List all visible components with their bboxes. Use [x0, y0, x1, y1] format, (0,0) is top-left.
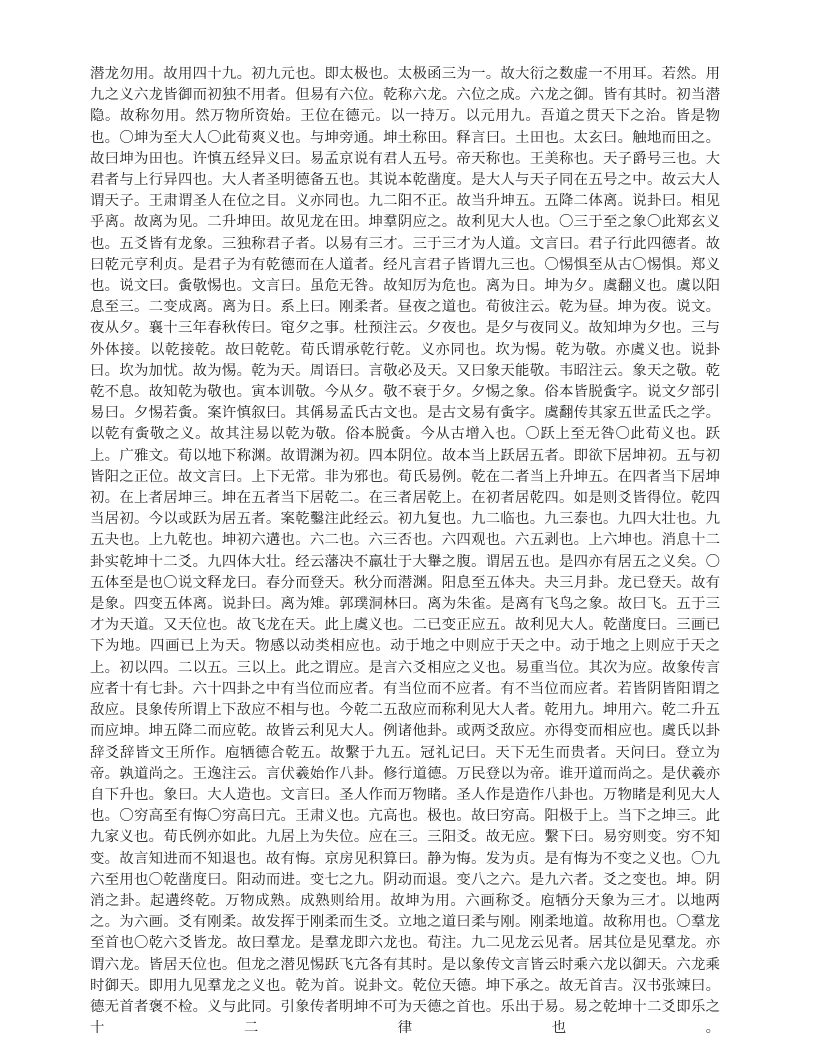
- body-text: 潜龙勿用。故用四十九。初九元也。即太极也。太极函三为一。故大衍之数虚一不用耳。若然。用九之义六龙皆御而初独不用者。但易有六位。乾称六龙。六位之成。六龙之御。皆有其时。初当潜隐。故称勿用。然万物所资始。王位在德元。以一持万。以元用九。吾道之贯天下之治。皆是物也。〇坤为至大人〇此荀爽义也。与坤旁通。坤土称田。释言曰。土田也。太玄曰。触地而田之。故曰坤为田也。许慎五经异义曰。易孟京说有君人五号。帝天称也。王美称也。天子爵号三也。大君者与上行异四也。大人者圣明德备五也。其说本乾凿度。是大人与天子同在五号之中。故云大人谓天子。王肃谓圣人在位之目。义亦同也。九二阳不正。故当升坤五。五降二体离。说卦曰。相见乎离。故离为见。二升坤田。故见龙在田。坤羣阴应之。故利见大人也。〇三于至之象〇此郑玄义也。五爻皆有龙象。三独称君子者。以易有三才。三于三才为人道。文言曰。君子行此四德者。故曰乾元亨利贞。是君子为有乾德而在人道者。经凡言君子皆谓九三也。〇惕惧至从古〇惕惧。郑义也。说文曰。夤敬惕也。文言曰。虽危无咎。故知厉为危也。离为日。坤为夕。虞翻义也。虞以阳息至三。二变成离。离为日。系上曰。刚柔者。昼夜之道也。荀彼注云。乾为昼。坤为夜。说文。夜从夕。襄十三年春秋传曰。窀夕之事。杜预注云。夕夜也。是夕与夜同义。故知坤为夕也。三与外体接。以乾接乾。故曰乾乾。荀氏谓承乾行乾。义亦同也。坎为惕。乾为敬。亦虞义也。说卦曰。坎为加忧。故为惕。乾为天。周语曰。言敬必及天。又曰象天能敬。韦昭注云。象天之敬。乾乾不息。故知乾为敬也。寅本训敬。今从夕。敬不衰于夕。夕惕之象。俗本皆脱夤字。说文夕部引易曰。夕惕若夤。案许慎叙曰。其偁易孟氏古文也。是古文易有夤字。虞翻传其家五世孟氏之学。以乾有夤敬之义。故其注易以乾为敬。俗本脱夤。今从古增入也。〇跃上至无咎〇此荀义也。跃上。广雅文。荀以地下称渊。故谓渊为初。四本阴位。故本当上跃居五者。即欲下居坤初。五与初皆阳之正位。故文言曰。上下无常。非为邪也。荀氏易例。乾在二者当上升坤五。在四者当下居坤初。在上者居坤三。坤在五者当下居乾二。在三者居乾上。在初者居乾四。如是则爻皆得位。乾四当居初。今以或跃为居五者。案乾鑿注此经云。初九复也。九二临也。九三泰也。九四大壮也。九五夬也。上九乾也。坤初六遘也。六二也。六三否也。六四观也。六五剥也。上六坤也。消息十二卦实乾坤十二爻。九四体大壮。经云藩决不羸壮于大轝之腹。谓居五也。是四亦有居五之义矣。〇五体至是也〇说文释龙曰。春分而登天。秋分而潜渊。阳息至五体夬。夬三月卦。龙已登天。故有是象。四变五体离。说卦曰。离为雉。郭璞洞林曰。离为朱雀。是离有飞鸟之象。故曰飞。五于三才为天道。又天位也。故飞龙在天。此上虞义也。二已变正应五。故利见大人。乾凿度曰。三画已下为地。四画已上为天。物感以动类相应也。动于地之中则应于天之中。动于地之上则应于天之上。初以四。二以五。三以上。此之谓应。是言六爻相应之义也。易重当位。其次为应。故象传言应者十有七卦。六十四卦之中有当位而应者。有当位而不应者。有不当位而应者。若皆阴皆阳谓之敌应。艮象传所谓上下敌应不相与也。今乾二五敌应而称利见大人者。乾用九。坤用六。乾二升五而应坤。坤五降二而应乾。故皆云利见大人。例诸他卦。或两爻敌应。亦得变而相应也。虞氏以卦辞爻辞皆文王所作。庖牺德合乾五。故繫于九五。冠礼记曰。天下无生而贵者。天问曰。登立为帝。孰道尚之。王逸注云。言伏羲始作八卦。修行道德。万民登以为帝。谁开道而尚之。是伏羲亦自下升也。象曰。大人造也。文言曰。圣人作而万物睹。圣人作是造作八卦也。万物睹是利见大人也。〇穷高至有悔〇穷高曰亢。王肃义也。亢高也。极也。故曰穷高。阳极于上。当下之坤三。此九家义也。荀氏例亦如此。九居上为失位。应在三。三阳爻。故无应。繫下曰。易穷则变。穷不知变。故言知进而不知退也。故有悔。京房见积算曰。静为悔。发为贞。是有悔为不变之义也。〇九六至用也〇乾凿度曰。阳动而进。变七之九。阴动而退。变八之六。是九六者。爻之变也。坤。阴消之卦。起遘终乾。万物成熟。成熟则给用。故坤为用。六画称爻。庖牺分天象为三才。以地两之。为六画。爻有刚柔。故发挥于刚柔而生爻。立地之道曰柔与刚。刚柔地道。故称用也。〇羣龙至首也〇乾六爻皆龙。故曰羣龙。是羣龙即六龙也。荀注。九二见龙云见者。居其位是见羣龙。亦谓六龙。皆居天位也。但龙之潜见惕跃飞亢各有其时。是以象传文言皆云时乘六龙以御天。六龙乘时御天。即用九见羣龙之义也。乾为首。说卦文。乾位天德。坤下承之。故无首吉。汉书张竦曰。德无首者褒不检。义与此同。引象传者明坤不可为天德之首也。乐出于易。易之乾坤十二爻即乐之十二律也。: [90, 66, 720, 1037]
- document-page: [90, 64, 720, 1049]
